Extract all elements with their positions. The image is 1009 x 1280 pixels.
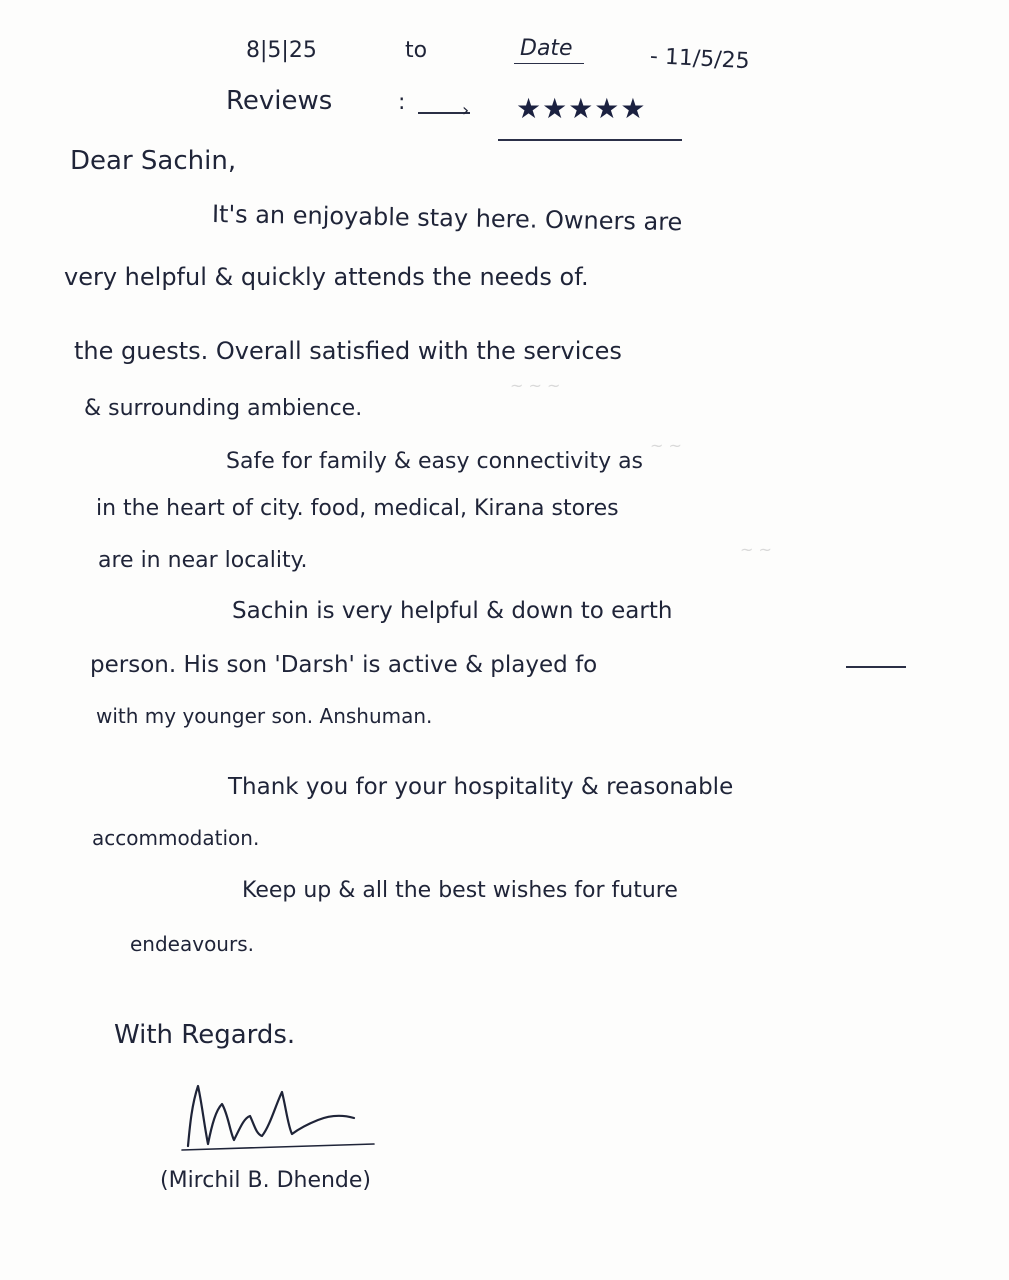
letter-line: Keep up & all the best wishes for future bbox=[242, 878, 678, 903]
signature bbox=[178, 1074, 378, 1154]
letter-line: very helpful & quickly attends the needs of. bbox=[64, 263, 589, 291]
letter-line: It's an enjoyable stay here. Owners are bbox=[211, 200, 683, 237]
letter-line: endeavours. bbox=[130, 932, 254, 956]
bleed-through-mark: ~ ~ bbox=[650, 436, 682, 455]
letter-line: Sachin is very helpful & down to earth bbox=[232, 598, 673, 624]
reviews-label: Reviews bbox=[226, 86, 333, 116]
letter-line: accommodation. bbox=[92, 826, 260, 850]
letter-line: Safe for family & easy connectivity as bbox=[226, 449, 644, 474]
salutation: Dear Sachin, bbox=[70, 146, 237, 176]
rating-stars: ★★★★★ bbox=[516, 92, 647, 125]
end-date: - 11/5/25 bbox=[649, 44, 751, 75]
letter-line: the guests. Overall satisfied with the services bbox=[74, 337, 622, 365]
date-label: Date bbox=[520, 36, 573, 61]
letter-line: Thank you for your hospitality & reasonable bbox=[228, 774, 734, 800]
closing: With Regards. bbox=[114, 1020, 296, 1050]
letter-line: in the heart of city. food, medical, Kirana stores bbox=[96, 496, 619, 521]
to-word: to bbox=[405, 38, 428, 63]
letter-line: & surrounding ambience. bbox=[84, 396, 363, 421]
bleed-through-mark: ~ ~ ~ bbox=[510, 376, 561, 395]
letter-line: person. His son 'Darsh' is active & played fo bbox=[90, 652, 598, 678]
letter-line: with my younger son. Anshuman. bbox=[96, 704, 433, 728]
arrow-head-icon: › bbox=[462, 100, 470, 121]
strikethrough-mark bbox=[846, 666, 906, 668]
date-label-underline bbox=[514, 63, 584, 64]
letter-line: are in near locality. bbox=[98, 548, 308, 573]
start-date: 8|5|25 bbox=[246, 38, 317, 63]
stars-underline bbox=[498, 139, 682, 141]
signature-name: (Mirchil B. Dhende) bbox=[160, 1168, 372, 1193]
reviews-separator: : bbox=[398, 90, 406, 115]
bleed-through-mark: ~ ~ bbox=[740, 540, 772, 559]
